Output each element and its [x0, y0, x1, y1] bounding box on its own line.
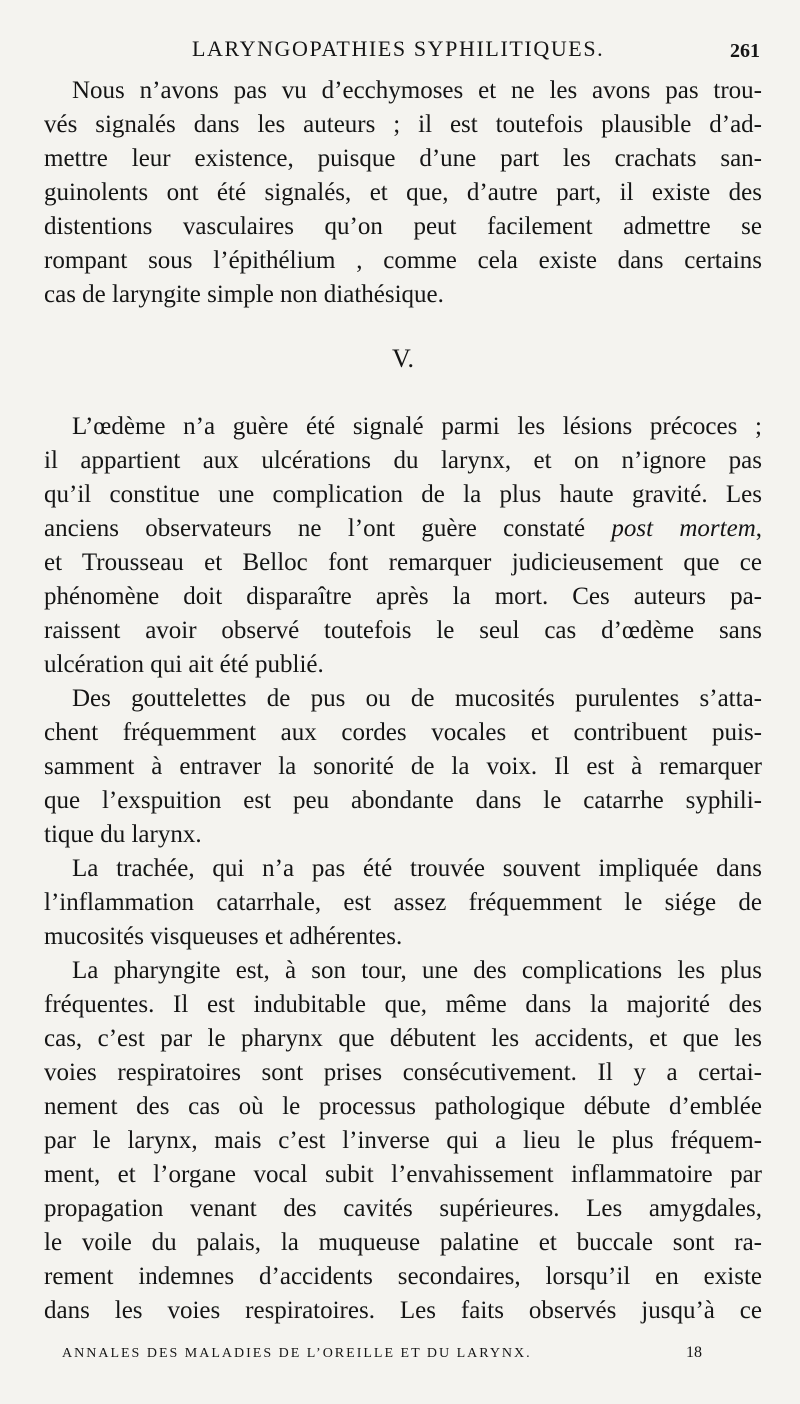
- text-line: L’œdème n’a guère été signalé parmi les lésions précoces ;: [72, 413, 762, 440]
- text-line: cas, c’est par le pharynx que débutent les accidents, et que les: [44, 1025, 762, 1052]
- text-line: phénomène doit disparaître après la mort. Ces auteurs pa-: [44, 583, 762, 610]
- section-heading: V.: [392, 344, 414, 373]
- text-line: vés signalés dans les auteurs ; il est toutefois plausible d’ad-: [44, 111, 762, 138]
- text-line-with-italic: [44, 512, 762, 546]
- text-line: nement des cas où le processus pathologique débute d’emblée: [44, 1093, 762, 1120]
- text-line: raissent avoir observé toutefois le seul cas d’œdème sans: [44, 617, 762, 644]
- paragraph-1: [44, 74, 762, 312]
- text-line: distentions vasculaires qu’on peut facilement admettre se: [44, 213, 762, 240]
- paragraph-3: [44, 682, 762, 852]
- text-line: La trachée, qui n’a pas été trouvée souvent impliquée dans: [72, 855, 762, 882]
- text-line: guinolents ont été signalés, et que, d’autre part, il existe des: [44, 179, 762, 206]
- text-line: La pharyngite est, à son tour, une des complications les plus: [72, 957, 762, 984]
- text-line: l’inflammation catarrhale, est assez fréquemment le siége de: [44, 889, 762, 916]
- text-line: tique du larynx.: [44, 821, 202, 848]
- body-text: [44, 74, 762, 1328]
- journal-name: ANNALES DES MALADIES DE L’OREILLE ET DU LARYNX.: [62, 1346, 532, 1361]
- paragraph-4: [44, 852, 762, 954]
- text-line: le voile du palais, la muqueuse palatine et buccale sont ra-: [44, 1229, 762, 1256]
- text-line: samment à entraver la sonorité de la voix. Il est à remarquer: [44, 753, 762, 780]
- text-line: voies respiratoires sont prises consécutivement. Il y a certai-: [44, 1059, 762, 1086]
- text-fragment: ,: [755, 515, 763, 542]
- text-line: ulcération qui ait été publié.: [44, 651, 324, 678]
- text-line: par le larynx, mais c’est l’inverse qui a lieu le plus fréquem-: [44, 1127, 762, 1154]
- signature-mark: 18: [686, 1344, 702, 1361]
- text-line: dans les voies respiratoires. Les faits observés jusqu’à ce: [44, 1297, 762, 1324]
- paragraph-2: [44, 410, 762, 682]
- text-line: mettre leur existence, puisque d’une part les crachats san-: [44, 145, 762, 172]
- text-line: Nous n’avons pas vu d’ecchymoses et ne les avons pas trou-: [72, 77, 762, 104]
- text-line: cas de laryngite simple non diathésique.: [44, 281, 444, 308]
- text-line: qu’il constitue une complication de la plus haute gravité. Les: [44, 481, 762, 508]
- text-line: chent fréquemment aux cordes vocales et contribuent puis-: [44, 719, 762, 746]
- italic-phrase: post mortem: [611, 515, 756, 542]
- text-line: Des gouttelettes de pus ou de mucosités purulentes s’atta-: [72, 685, 762, 712]
- running-title: LARYNGOPATHIES SYPHILITIQUES.: [192, 36, 605, 61]
- paragraph-5: [44, 954, 762, 1328]
- text-line: propagation venant des cavités supérieures. Les amygdales,: [44, 1195, 762, 1222]
- page-footer: [62, 1346, 702, 1370]
- text-line: fréquentes. Il est indubitable que, même dans la majorité des: [44, 991, 762, 1018]
- text-line: il appartient aux ulcérations du larynx, et on n’ignore pas: [44, 447, 762, 474]
- text-line: ment, et l’organe vocal subit l’envahissement inflammatoire par: [44, 1161, 762, 1188]
- text-line: mucosités visqueuses et adhérentes.: [44, 923, 403, 950]
- text-line: rompant sous l’épithélium , comme cela existe dans certains: [44, 247, 762, 274]
- text-line: rement indemnes d’accidents secondaires, lorsqu’il en existe: [44, 1263, 762, 1290]
- text-line: et Trousseau et Belloc font remarquer judicieusement que ce: [44, 549, 762, 576]
- text-fragment: anciens observateurs ne l’ont guère constaté: [44, 515, 612, 542]
- page-header: [44, 36, 762, 70]
- text-line: que l’exspuition est peu abondante dans le catarrhe syphili-: [44, 787, 762, 814]
- page-number: 261: [730, 40, 760, 62]
